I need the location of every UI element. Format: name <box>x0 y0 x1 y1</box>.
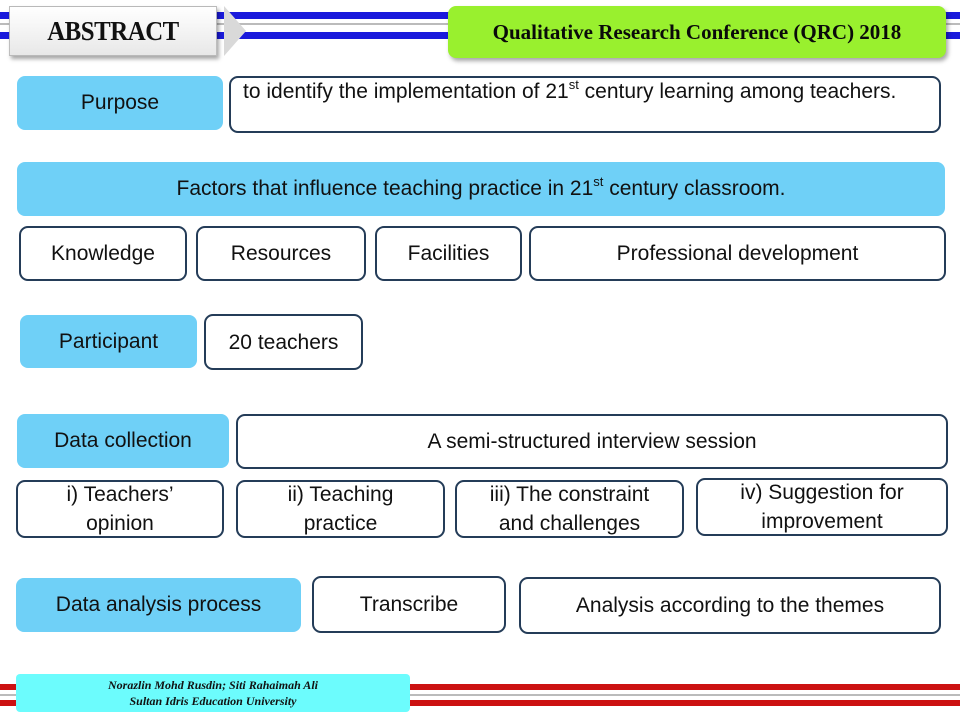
participant-label: Participant <box>58 329 159 353</box>
factor-knowledge: Knowledge <box>19 226 187 281</box>
data-collection-label: Data collection <box>54 429 192 452</box>
participant-label-box <box>20 315 197 368</box>
abstract-label: ABSTRACT <box>47 15 179 46</box>
participant-value: 20 teachers <box>204 314 363 370</box>
factor-facilities: Facilities <box>375 226 522 281</box>
purpose-label-box <box>17 76 223 130</box>
conference-title-box <box>448 6 946 58</box>
factor-professional-development: Professional development <box>529 226 946 281</box>
factors-heading: Factors that influence teaching practice in 21st century classroom. <box>176 174 786 200</box>
author-credit-box <box>16 674 410 712</box>
data-analysis-label-box <box>16 578 301 632</box>
author-names: Norazlin Mohd Rusdin; Siti Rahaimah Ali <box>108 678 318 692</box>
abstract-tab <box>9 6 217 56</box>
collection-item-constraint-challenges: iii) The constraint and challenges <box>455 480 684 538</box>
factors-heading-box <box>17 162 945 216</box>
data-collection-label-box <box>17 414 229 468</box>
analysis-step-themes: Analysis according to the themes <box>519 577 941 634</box>
purpose-label: Purpose <box>80 91 160 114</box>
purpose-text: to identify the implementation of 21st century learning among teachers. <box>243 77 897 103</box>
collection-item-suggestion-improvement: iv) Suggestion for improvement <box>696 478 948 536</box>
author-institution: Sultan Idris Education University <box>129 694 297 708</box>
data-analysis-label: Data analysis process <box>55 593 262 616</box>
collection-item-teaching-practice: ii) Teaching practice <box>236 480 445 538</box>
conference-title: Qualitative Research Conference (QRC) 2018 <box>492 19 902 44</box>
data-collection-method: A semi-structured interview session <box>236 414 948 469</box>
purpose-text-box <box>229 76 941 133</box>
abstract-arrow-tip <box>224 6 246 56</box>
analysis-step-transcribe: Transcribe <box>312 576 506 633</box>
factor-resources: Resources <box>196 226 366 281</box>
collection-item-teachers-opinion: i) Teachers’ opinion <box>16 480 224 538</box>
